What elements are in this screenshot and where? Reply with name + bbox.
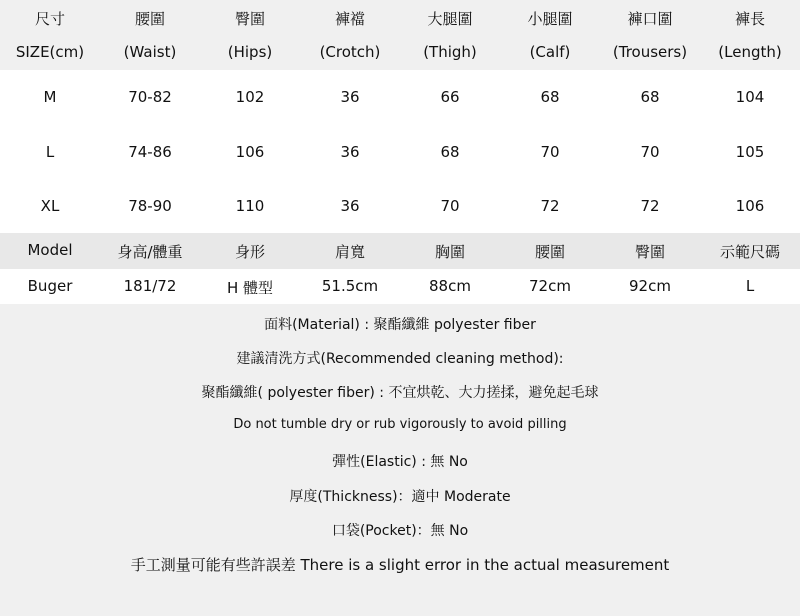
product-notes xyxy=(0,304,800,616)
size-cell: XL xyxy=(40,197,60,215)
cleaning-note-zh: 聚酯纖維( polyester fiber) : 不宜烘乾、大力搓揉，避免起毛球 xyxy=(201,385,599,401)
measurement-error-note: 手工測量可能有些許誤差 There is a slight error in the actual measurement xyxy=(130,556,670,574)
header-cell: 大腿圍 xyxy=(427,10,473,28)
header-row-english xyxy=(0,43,800,61)
header-cell: 肩寬 xyxy=(334,243,365,261)
table-cell: 106 xyxy=(235,143,265,161)
header-cell: (Waist) xyxy=(123,43,177,61)
header-cell: 褲襠 xyxy=(334,10,365,28)
table-cell: 68 xyxy=(440,143,460,161)
table-cell: 66 xyxy=(440,88,460,106)
table-cell: 78-90 xyxy=(128,197,172,215)
header-cell: (Hips) xyxy=(227,43,273,61)
cleaning-method-title: 建議清洗方式(Recommended cleaning method): xyxy=(236,351,564,367)
table-cell: 72 xyxy=(640,197,660,215)
model-value-row xyxy=(0,277,800,298)
header-cell: (Calf) xyxy=(529,43,571,61)
model-name: Buger xyxy=(27,277,73,295)
model-table-values xyxy=(0,269,800,304)
table-cell: 70 xyxy=(440,197,460,215)
table-cell: 51.5cm xyxy=(321,277,379,295)
table-row xyxy=(0,88,800,106)
table-cell: 68 xyxy=(640,88,660,106)
table-cell: 105 xyxy=(735,143,765,161)
header-cell: 示範尺碼 xyxy=(719,243,780,261)
table-cell: 110 xyxy=(235,197,265,215)
table-row xyxy=(0,143,800,161)
table-cell: 36 xyxy=(340,143,360,161)
size-cell: L xyxy=(45,143,55,161)
model-table-header xyxy=(0,233,800,269)
header-row-chinese xyxy=(0,8,800,29)
header-cell: 褲口圍 xyxy=(627,10,673,28)
header-cell: (Length) xyxy=(718,43,782,61)
model-header-row xyxy=(0,241,800,262)
header-cell: 身形 xyxy=(234,243,265,261)
header-cell: 臀圍 xyxy=(234,10,265,28)
table-cell: 72 xyxy=(540,197,560,215)
table-cell: 72cm xyxy=(529,277,571,295)
table-cell: 70-82 xyxy=(128,88,172,106)
table-cell: 181/72 xyxy=(123,277,177,295)
cleaning-note-en: Do not tumble dry or rub vigorously to avoid pilling xyxy=(233,417,567,432)
table-cell: 70 xyxy=(640,143,660,161)
header-cell: 身高/體重 xyxy=(117,243,183,261)
table-cell: 70 xyxy=(540,143,560,161)
header-cell: 腰圍 xyxy=(134,10,165,28)
header-cell: 臀圍 xyxy=(634,243,665,261)
table-cell: 106 xyxy=(735,197,765,215)
header-cell: (Trousers) xyxy=(612,43,688,61)
table-cell: 36 xyxy=(340,88,360,106)
header-cell: 褲長 xyxy=(734,10,765,28)
header-cell: 小腿圍 xyxy=(527,10,573,28)
header-cell: 胸圍 xyxy=(434,243,465,261)
header-cell: SIZE(cm) xyxy=(15,43,85,61)
header-cell: Model xyxy=(27,241,73,259)
material-note: 面料(Material) : 聚酯纖維 polyester fiber xyxy=(264,317,536,333)
table-cell: 92cm xyxy=(629,277,671,295)
table-cell: 74-86 xyxy=(128,143,172,161)
header-cell: 腰圍 xyxy=(534,243,565,261)
header-cell: (Crotch) xyxy=(319,43,381,61)
pocket-note: 口袋(Pocket)：無 No xyxy=(331,523,469,539)
table-cell: 68 xyxy=(540,88,560,106)
header-cell: 尺寸 xyxy=(34,10,65,28)
size-table-header xyxy=(0,0,800,70)
elastic-note: 彈性(Elastic) : 無 No xyxy=(332,454,468,470)
table-row xyxy=(0,197,800,215)
thickness-note: 厚度(Thickness)：適中 Moderate xyxy=(289,489,511,505)
header-cell: (Thigh) xyxy=(423,43,477,61)
table-cell: H 體型 xyxy=(226,279,274,297)
table-cell: L xyxy=(745,277,755,295)
table-cell: 102 xyxy=(235,88,265,106)
table-cell: 88cm xyxy=(429,277,471,295)
table-cell: 36 xyxy=(340,197,360,215)
size-cell: M xyxy=(43,88,57,106)
table-cell: 104 xyxy=(735,88,765,106)
